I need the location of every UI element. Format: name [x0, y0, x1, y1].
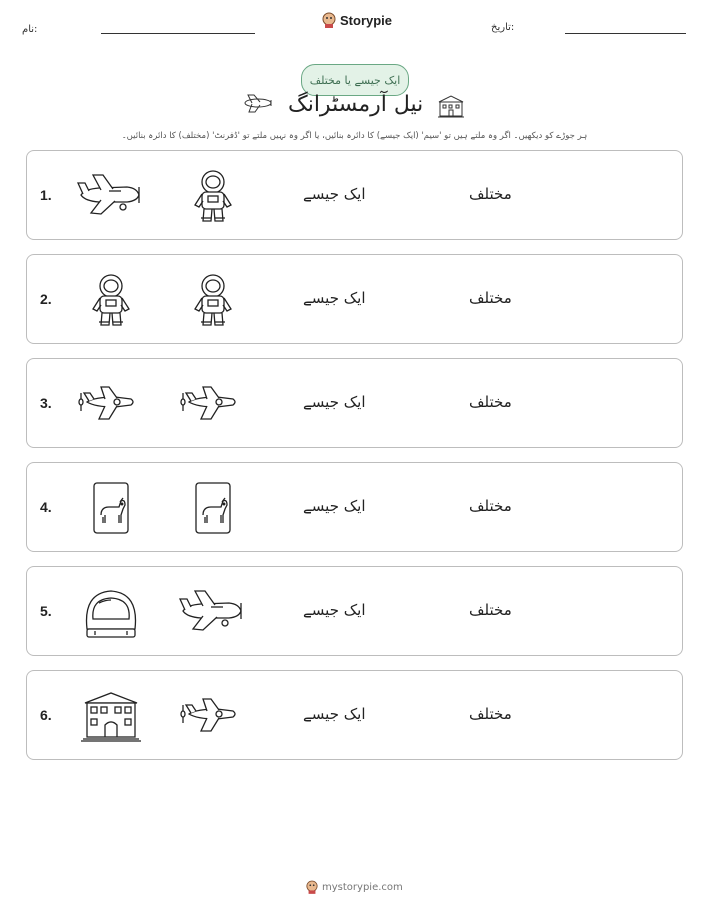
brand-logo: [322, 12, 392, 28]
same-option[interactable]: ایک جیسے: [303, 393, 366, 411]
pair-row-6: [26, 670, 683, 760]
different-option[interactable]: مختلف: [469, 497, 512, 515]
row-number: 5.: [40, 603, 52, 619]
title-building-icon: [437, 94, 465, 118]
airplane-icon: [177, 585, 249, 639]
pair-row-1: [26, 150, 683, 240]
instructions-text: ہر جوڑے کو دیکھیں۔ اگر وہ ملتے ہیں تو 'سیم' (ایک جیسے) کا دائرہ بنائیں، یا اگر وہ نہیں ملتے تو 'ڈفرنٹ' (مختلف) کا دائرہ بنائیں۔: [121, 131, 588, 141]
space-helmet-icon: [75, 585, 147, 639]
propeller-plane-icon: [177, 689, 249, 743]
storypie-mascot-icon: [322, 12, 336, 28]
page-title: نیل آرمسٹرانگ: [288, 92, 424, 117]
same-option[interactable]: ایک جیسے: [303, 185, 366, 203]
name-label: نام:: [22, 24, 38, 35]
different-option[interactable]: مختلف: [469, 705, 512, 723]
airplane-icon: [75, 169, 147, 223]
footer: [306, 880, 403, 894]
different-option[interactable]: مختلف: [469, 393, 512, 411]
title-airplane-icon: [242, 92, 276, 114]
propeller-plane-icon: [75, 377, 147, 431]
row-number: 1.: [40, 187, 52, 203]
different-option[interactable]: مختلف: [469, 601, 512, 619]
row-number: 2.: [40, 291, 52, 307]
worksheet-type-badge: ایک جیسے یا مختلف: [301, 64, 409, 96]
date-label: تاریخ:: [491, 22, 515, 33]
storypie-mascot-icon: [306, 880, 318, 894]
astronaut-icon: [75, 273, 147, 327]
pair-row-5: [26, 566, 683, 656]
same-option[interactable]: ایک جیسے: [303, 289, 366, 307]
different-option[interactable]: مختلف: [469, 289, 512, 307]
same-option[interactable]: ایک جیسے: [303, 601, 366, 619]
same-option[interactable]: ایک جیسے: [303, 497, 366, 515]
row-number: 6.: [40, 707, 52, 723]
pair-row-2: [26, 254, 683, 344]
astronaut-icon: [177, 273, 249, 327]
same-option[interactable]: ایک جیسے: [303, 705, 366, 723]
propeller-plane-icon: [177, 377, 249, 431]
different-option[interactable]: مختلف: [469, 185, 512, 203]
name-line[interactable]: [101, 33, 255, 34]
dog-card-icon: [177, 481, 249, 535]
pair-row-4: [26, 462, 683, 552]
footer-url[interactable]: mystorypie.com: [322, 881, 403, 893]
astronaut-icon: [177, 169, 249, 223]
row-number: 3.: [40, 395, 52, 411]
date-line[interactable]: [565, 33, 686, 34]
dog-card-icon: [75, 481, 147, 535]
building-icon: [75, 689, 147, 743]
brand-name: Storypie: [340, 12, 393, 28]
pair-row-3: [26, 358, 683, 448]
row-number: 4.: [40, 499, 52, 515]
